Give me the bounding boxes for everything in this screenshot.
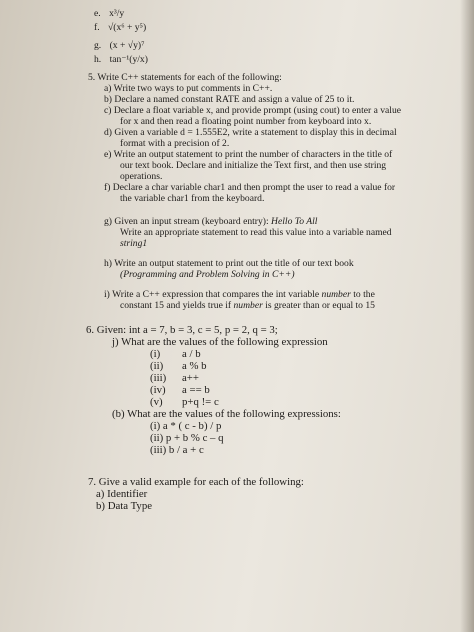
q6-item-2-expr: a % b	[182, 360, 207, 372]
q5-g-line3: string1	[120, 238, 148, 249]
q5-h-line1: h) Write an output statement to print out the title of our text book	[104, 258, 354, 269]
item-h-marker: h.	[94, 54, 102, 65]
q5-heading: 5. Write C++ statements for each of the following:	[88, 72, 282, 83]
item-e	[94, 8, 124, 19]
q5-g-line2: Write an appropriate statement to read this value into a variable named	[120, 227, 392, 238]
q5-g-line1	[104, 216, 317, 227]
q6-item-1-expr: a / b	[182, 348, 201, 360]
q5-i-var: number	[321, 289, 351, 300]
q6-item-4	[150, 385, 210, 396]
q5-g-prefix: g) Given an input stream (keyboard entry):	[104, 216, 272, 227]
q5-d-line1: d) Given a variable d = 1.555E2, write a statement to display this in decimal	[104, 127, 397, 138]
q6-item-5-num: (v)	[150, 396, 163, 408]
q6-b-item-1: (i) a * ( c - b) / p	[150, 420, 222, 432]
q6-b-item-2: (ii) p + b % c – q	[150, 432, 224, 444]
q5-i-line2	[120, 300, 375, 311]
q6-item-2-num: (ii)	[150, 360, 164, 372]
q6-item-5	[150, 397, 219, 408]
q6-item-2	[150, 361, 207, 372]
item-e-text: x³/y	[109, 8, 125, 19]
q5-i-line1	[104, 289, 375, 300]
item-f-text: √(x⁶ + y⁵)	[108, 22, 147, 33]
q5-h-line2: (Programming and Problem Solving in C++)	[120, 269, 295, 280]
q6-item-1-num: (i)	[150, 348, 161, 360]
q7-b: b) Data Type	[96, 500, 153, 512]
q5-i2-prefix: constant 15 and yields true if	[120, 300, 234, 311]
q6-heading: 6. Given: int a = 7, b = 3, c = 5, p = 2, q = 3;	[86, 324, 278, 336]
q5-i2-suffix: is greater than or equal to 15	[262, 300, 375, 311]
item-g	[94, 40, 144, 51]
q6-b-item-3: (iii) b / a + c	[150, 444, 204, 456]
q6-item-3-expr: a++	[182, 372, 199, 384]
q5-b: b) Declare a named constant RATE and assign a value of 25 to it.	[104, 94, 355, 105]
item-e-marker: e.	[94, 8, 101, 19]
q5-i-prefix: i) Write a C++ expression that compares the int variable	[104, 289, 322, 300]
page-edge-shadow	[460, 0, 474, 632]
q6-j: j) What are the values of the following expression	[112, 336, 328, 348]
q7-heading: 7. Give a valid example for each of the following:	[88, 476, 304, 488]
q6-b-heading: (b) What are the values of the following expressions:	[112, 408, 341, 420]
item-g-text: (x + √y)⁷	[109, 40, 145, 51]
q5-f-line2: the variable char1 from the keyboard.	[120, 193, 265, 204]
q5-d-line2: format with a precision of 2.	[120, 138, 230, 149]
q5-i-suffix: to the	[350, 289, 375, 300]
q5-e-line3: operations.	[120, 171, 163, 182]
q5-e-line1: e) Write an output statement to print the number of characters in the title of	[104, 149, 393, 160]
item-f	[94, 22, 146, 33]
q5-e-line2: our text book. Declare and initialize the Text first, and then use string	[120, 160, 387, 171]
q5-a: a) Write two ways to put comments in C++.	[104, 83, 273, 94]
q5-i2-var: number	[233, 300, 263, 311]
q6-item-1	[150, 349, 201, 360]
q6-item-3-num: (iii)	[150, 372, 167, 384]
item-h-text: tan⁻¹(y/x)	[109, 54, 148, 65]
q5-g-input-text: Hello To All	[271, 216, 318, 227]
q5-f-line1: f) Declare a char variable char1 and then prompt the user to read a value for	[104, 182, 396, 193]
q6-item-5-expr: p+q != c	[182, 396, 219, 408]
item-h	[94, 54, 148, 65]
item-f-marker: f.	[94, 22, 100, 33]
q6-item-4-expr: a == b	[182, 384, 210, 396]
q5-c-line2: for x and then read a floating point number from keyboard into x.	[120, 116, 372, 127]
q5-c-line1: c) Declare a float variable x, and provide prompt (using cout) to enter a value	[104, 105, 402, 116]
q6-item-4-num: (iv)	[150, 384, 166, 396]
q7-a: a) Identifier	[96, 488, 148, 500]
q6-item-3	[150, 373, 199, 384]
item-g-marker: g.	[94, 40, 102, 51]
